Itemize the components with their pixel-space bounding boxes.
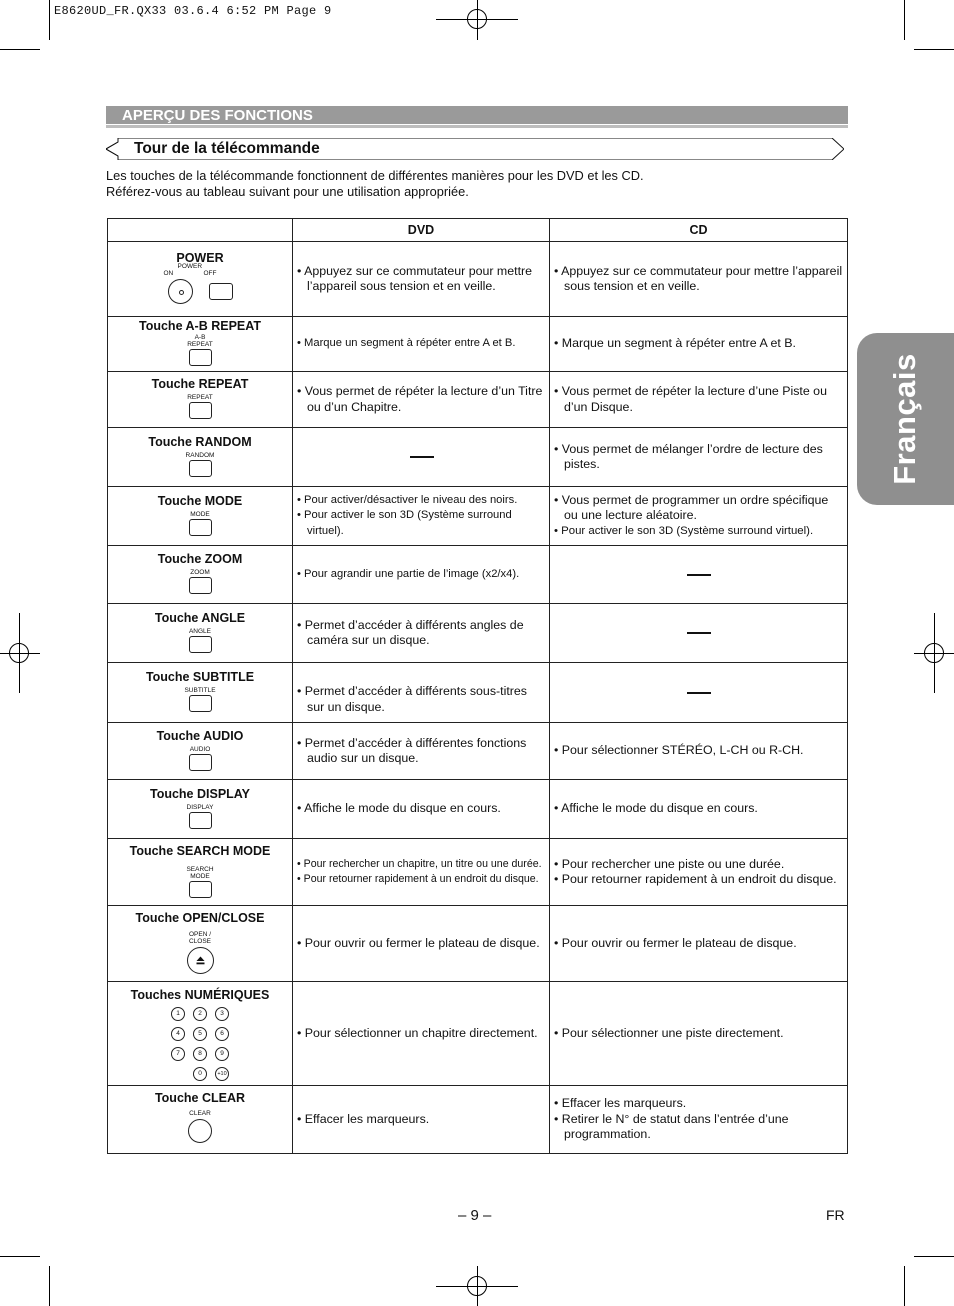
table-row [108, 663, 848, 723]
language-tab [857, 333, 954, 505]
key-label: OFF [203, 270, 217, 277]
desc-text: • Permet d’accéder à différentes fonctions audio sur un disque. [297, 735, 527, 765]
header-dvd: DVD [293, 219, 550, 242]
key-name: Touches NUMÉRIQUES [130, 988, 270, 1002]
dvd-desc [293, 906, 550, 982]
language-tab-label: Français [887, 353, 922, 485]
section-underline [106, 125, 848, 128]
cd-desc [550, 487, 848, 546]
dvd-desc [293, 839, 550, 906]
key-open-close [108, 906, 293, 982]
key-name: Touche ANGLE [154, 610, 246, 625]
desc-text: • Appuyez sur ce commutateur pour mettre l’appareil sous tension et en veille. [297, 263, 533, 293]
table-row [108, 372, 848, 428]
random-button-icon [189, 460, 212, 477]
key-random [108, 428, 293, 487]
key-angle [108, 604, 293, 663]
dvd-desc [293, 1086, 550, 1154]
cd-desc [550, 428, 848, 487]
desc-text: • Pour ouvrir ou fermer le plateau de disque. [554, 935, 797, 950]
cd-desc [550, 839, 848, 906]
key-mode [108, 487, 293, 546]
intro-line: Référez-vous au tableau suivant pour une utilisation appropriée. [106, 184, 469, 199]
key-display [108, 780, 293, 839]
number-key-icon: 9 [215, 1047, 229, 1061]
dvd-desc [293, 546, 550, 604]
not-applicable-dash [410, 456, 434, 458]
key-repeat [108, 372, 293, 428]
language-code: FR [826, 1207, 845, 1223]
section-title: APERÇU DES FONCTIONS [122, 107, 313, 124]
not-applicable-dash [687, 692, 711, 694]
number-key-icon: 1 [171, 1007, 185, 1021]
number-key-icon: 8 [193, 1047, 207, 1061]
key-name: POWER [176, 251, 224, 265]
number-key-icon: 4 [171, 1027, 185, 1041]
key-label: RANDOM [185, 451, 215, 459]
desc-text: • Appuyez sur ce commutateur pour mettre l’appareil sous tension et en veille. [554, 263, 843, 293]
desc-text: • Retirer le N° de statut dans l’entrée d’une programmation. [554, 1111, 789, 1142]
ab-repeat-button-icon [189, 349, 212, 366]
key-clear [108, 1086, 293, 1154]
desc-text: • Pour activer le son 3D (Système surround virtuel). [554, 524, 814, 537]
key-name: Touche SEARCH MODE [129, 843, 271, 858]
cd-desc [550, 663, 848, 723]
number-key-icon: 6 [215, 1027, 229, 1041]
mode-button-icon [189, 519, 212, 536]
header-key [108, 219, 293, 242]
dvd-desc [293, 604, 550, 663]
table-row [108, 982, 848, 1086]
key-name: Touche SUBTITLE [145, 670, 255, 684]
remote-functions-table [107, 218, 848, 1154]
audio-button-icon [189, 754, 212, 771]
key-zoom [108, 546, 293, 604]
key-label: SUBTITLE [184, 687, 216, 694]
key-label: CLEAR [189, 1110, 211, 1117]
cd-desc [550, 906, 848, 982]
display-button-icon [189, 812, 212, 829]
cd-desc [550, 723, 848, 780]
not-applicable-dash [687, 632, 711, 634]
section-header [106, 106, 848, 124]
desc-text: • Marque un segment à répéter entre A et B. [554, 336, 796, 351]
dvd-desc [293, 317, 550, 372]
power-off-icon [209, 283, 233, 300]
keypad-spacer [170, 1067, 186, 1081]
desc-text: • Pour rechercher une piste ou une durée. [554, 856, 785, 871]
page-number: – 9 – [458, 1207, 492, 1224]
table-row [108, 546, 848, 604]
desc-text: • Pour ouvrir ou fermer le plateau de disque. [297, 935, 540, 950]
cd-desc [550, 982, 848, 1086]
desc-text: • Vous permet de répéter la lecture d’une Piste ou d’un Disque. [554, 384, 827, 414]
number-key-icon: 7 [171, 1047, 185, 1061]
cd-desc [550, 546, 848, 604]
key-label: OPEN / CLOSE [188, 930, 212, 945]
header-cd: CD [550, 219, 848, 242]
desc-text: • Pour activer le son 3D (Système surround virtuel). [297, 509, 512, 537]
power-buttons [163, 263, 233, 304]
cd-desc [550, 604, 848, 663]
power-on-icon [168, 279, 193, 304]
table-row [108, 604, 848, 663]
search-mode-button-icon [189, 881, 212, 898]
intro-line: Les touches de la télécommande fonctionnent de différentes manières pour les DVD et les CD. [106, 168, 644, 183]
desc-text: • Pour retourner rapidement à un endroit du disque. [554, 872, 837, 886]
plus-ten-key-icon: +10 [215, 1067, 229, 1081]
numeric-keypad [170, 1007, 230, 1081]
key-subtitle [108, 663, 293, 723]
key-label: ON [163, 270, 174, 277]
desc-text: • Permet d’accéder à différents sous-titres sur un disque. [297, 684, 527, 714]
desc-text: • Pour sélectionner une piste directement. [554, 1025, 784, 1040]
key-name: Touche DISPLAY [149, 786, 251, 801]
desc-text: • Affiche le mode du disque en cours. [554, 801, 758, 816]
key-name: Touche CLEAR [154, 1091, 246, 1105]
desc-text: • Permet d’accéder à différents angles de caméra sur un disque. [297, 617, 524, 647]
dvd-desc [293, 780, 550, 839]
table-row [108, 242, 848, 317]
key-name: Touche OPEN/CLOSE [135, 910, 265, 925]
key-label: SEARCH MODE [186, 865, 214, 880]
key-name: Touche MODE [157, 493, 243, 508]
key-name: Touche A-B REPEAT [139, 319, 261, 333]
desc-text: • Pour activer/désactiver le niveau des noirs. [297, 493, 518, 506]
zoom-button-icon [189, 577, 212, 594]
subtitle-button-icon [189, 695, 212, 712]
desc-text: • Effacer les marqueurs. [554, 1096, 687, 1111]
desc-text: • Vous permet de mélanger l’ordre de lecture des pistes. [554, 441, 823, 471]
table-row [108, 1086, 848, 1154]
key-power [108, 242, 293, 317]
dvd-desc [293, 663, 550, 723]
not-applicable-dash [687, 574, 711, 576]
key-label: DISPLAY [186, 803, 214, 811]
table-row [108, 780, 848, 839]
key-label: ZOOM [190, 569, 210, 576]
desc-text: • Vous permet de répéter la lecture d’un Titre ou d’un Chapitre. [297, 384, 543, 414]
table-row [108, 723, 848, 780]
number-key-icon: 3 [215, 1007, 229, 1021]
table-row [108, 906, 848, 982]
cd-desc [550, 780, 848, 839]
key-label: REPEAT [187, 394, 213, 401]
key-name: Touche REPEAT [151, 377, 249, 391]
key-label: MODE [190, 510, 210, 518]
subsection-header [106, 138, 844, 160]
print-header: E8620UD_FR.QX33 03.6.4 6:52 PM Page 9 [54, 4, 332, 18]
desc-text: • Pour sélectionner un chapitre directement. [297, 1025, 538, 1040]
cd-desc [550, 242, 848, 317]
desc-text: • Pour sélectionner STÉRÉO, L-CH ou R-CH. [554, 743, 804, 758]
dvd-desc [293, 982, 550, 1086]
clear-button-icon [188, 1119, 212, 1143]
key-ab-repeat [108, 317, 293, 372]
desc-text: • Effacer les marqueurs. [297, 1111, 430, 1126]
key-audio [108, 723, 293, 780]
desc-text: • Vous permet de programmer un ordre spécifique ou une lecture aléatoire. [554, 492, 829, 523]
desc-text: • Pour rechercher un chapitre, un titre ou une durée. [297, 857, 542, 870]
key-label: ANGLE [188, 627, 212, 635]
table-row [108, 487, 848, 546]
table-row [108, 428, 848, 487]
dvd-desc [293, 487, 550, 546]
number-key-icon: 0 [193, 1067, 207, 1081]
table-row [108, 317, 848, 372]
cd-desc [550, 372, 848, 428]
desc-text: • Pour retourner rapidement à un endroit du disque. [297, 873, 539, 885]
key-name: Touche RANDOM [148, 434, 252, 449]
number-key-icon: 2 [193, 1007, 207, 1021]
key-numeric [108, 982, 293, 1086]
desc-text: • Marque un segment à répéter entre A et B. [297, 337, 516, 350]
table-row [108, 839, 848, 906]
dvd-desc [293, 372, 550, 428]
angle-button-icon [189, 636, 212, 653]
key-name: Touche AUDIO [156, 728, 244, 743]
eject-icon [187, 947, 214, 974]
dvd-desc [293, 428, 550, 487]
intro-text [106, 168, 644, 200]
key-search-mode [108, 839, 293, 906]
subsection-title: Tour de la télécommande [134, 140, 320, 157]
desc-text: • Pour agrandir une partie de l’image (x2/x4). [297, 567, 520, 580]
key-label: AUDIO [189, 745, 211, 753]
cd-desc [550, 317, 848, 372]
desc-text: • Affiche le mode du disque en cours. [297, 801, 501, 816]
key-label: POWER [177, 263, 203, 270]
repeat-button-icon [189, 402, 212, 419]
key-label: A-B REPEAT [187, 334, 213, 348]
number-key-icon: 5 [193, 1027, 207, 1041]
cd-desc [550, 1086, 848, 1154]
dvd-desc [293, 723, 550, 780]
key-name: Touche ZOOM [157, 552, 243, 566]
dvd-desc [293, 242, 550, 317]
